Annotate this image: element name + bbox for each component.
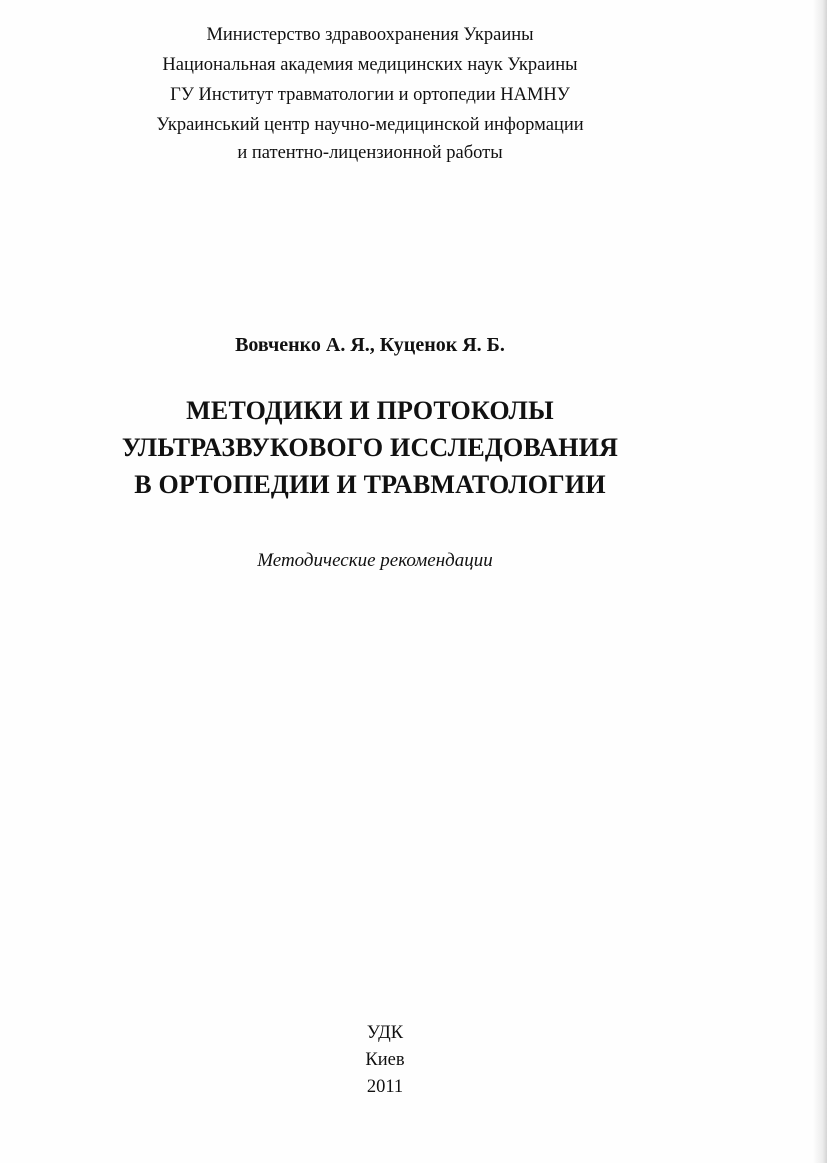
document-type-subtitle: Методические рекомендации — [257, 550, 493, 571]
publication-year: 2011 — [366, 1077, 404, 1097]
book-title-line-2: УЛЬТРАЗВУКОВОГО ИССЛЕДОВАНИЯ — [121, 433, 619, 462]
academy-line: Национальная академия медицинских наук Украины — [162, 55, 578, 75]
publication-city: Киев — [365, 1050, 405, 1070]
center-line-continued: и патентно-лицензионной работы — [237, 143, 503, 163]
book-title-line-1: МЕТОДИКИ И ПРОТОКОЛЫ — [186, 396, 554, 425]
center-line: Украинський центр научно-медицинской информации — [156, 115, 584, 135]
institution-header — [0, 20, 740, 166]
imprint-footer — [0, 1020, 770, 1101]
udk-label: УДК — [366, 1023, 404, 1043]
page-edge-shadow — [813, 0, 827, 1163]
authors: Вовченко А. Я., Куценок Я. Б. — [235, 334, 505, 356]
book-title-line-3: В ОРТОПЕДИИ И ТРАВМАТОЛОГИИ — [134, 470, 606, 499]
ministry-line: Министерство здравоохранения Украины — [206, 25, 534, 45]
institute-line: ГУ Институт травматологии и ортопедии НАМНУ — [170, 85, 570, 105]
book-title — [0, 392, 740, 503]
